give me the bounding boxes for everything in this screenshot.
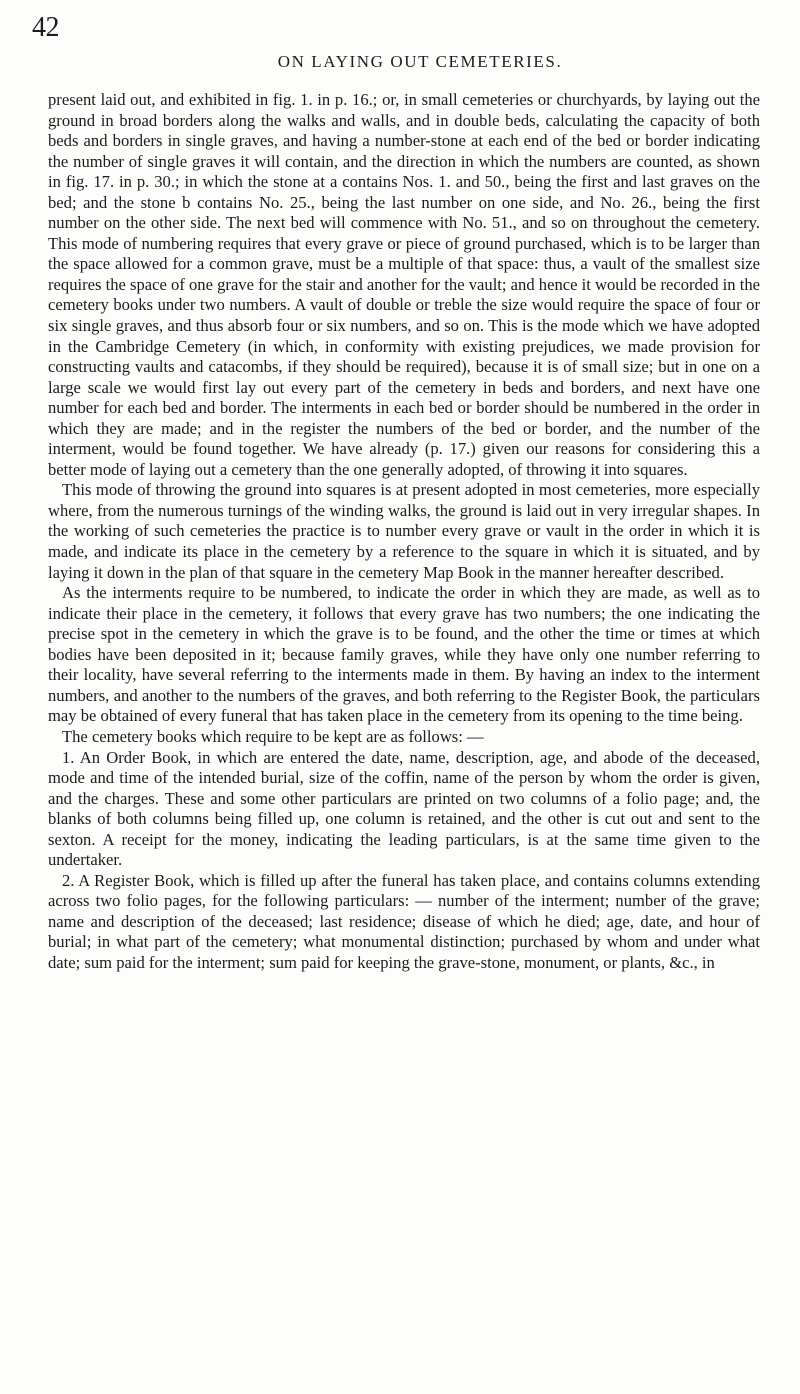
paragraph-order-book: 1. An Order Book, in which are entered the date, name, description, age, and abode of the deceased, mode and time of the intended burial, size of the coffin, name of the person by whom the order is given, and the charges. These and some other particulars are printed on two columns of a folio page; and, the blanks of both columns being filled up, one column is retained, and the other is cut out and sent to the sexton. A receipt for the money, indicating the leading particulars, is at the same time given to the undertaker. xyxy=(48,747,760,870)
body-text xyxy=(48,90,760,974)
running-head xyxy=(30,12,770,71)
paragraph-continued: present laid out, and exhibited in fig. 1. in p. 16.; or, in small cemeteries or churchyards, by laying out the ground in broad borders along the walks and walls, and in double beds, calculating the capacity of both beds and borders in single graves, and having a number-stone at each end of the bed or border indicating the number of single graves it will contain, and the direction in which the numbers are counted, as shown in fig. 17. in p. 30.; in which the stone at a contains Nos. 1. and 50., being the first and last graves on the bed; and the stone b contains No. 25., being the last number on one side, and No. 26., being the first number on the other side. The next bed will commence with No. 51., and so on throughout the cemetery. This mode of numbering requires that every grave or piece of ground purchased, which is to be larger than the space allowed for a common grave, must be a multiple of that space: thus, a vault of the smallest size requires the space of one grave for the stair and another for the vault; and hence it would be recorded in the cemetery books under two numbers. A vault of double or treble the size would require the space of four or six single graves, and thus absorb four or six numbers, and so on. This is the mode which we have adopted in the Cambridge Cemetery (in which, in conformity with existing prejudices, we made provision for constructing vaults and catacombs, if they should be required), because it is of small size; but in one on a large scale we would first lay out every part of the cemetery in beds and borders, and next have one number for each bed and border. The interments in each bed or border should be numbered in the order in which they are made; and in the register the numbers of the bed or border, and the number of the interment, would be found together. We have already (p. 17.) given our reasons for considering this a better mode of laying out a cemetery than the one generally adopted, of throwing it into squares. xyxy=(48,90,760,479)
paragraph-interments: As the interments require to be numbered, to indicate the order in which they are made, as well as to indicate their place in the cemetery, it follows that every grave has two numbers; the one indicating the precise spot in the cemetery in which the grave is to be found, and the other the time or times at which bodies have been deposited in it; because family graves, while they have only one number referring to their locality, have several referring to the interments made in them. By having an index to the interment numbers, and another to the numbers of the graves, and both referring to the Register Book, the particulars may be obtained of every funeral that has taken place in the cemetery from its opening to the time being. xyxy=(48,583,760,726)
paragraph-register-book: 2. A Register Book, which is filled up after the funeral has taken place, and contains columns extending across two folio pages, for the following particulars: — number of the interment; number of the grave; name and description of the deceased; last residence; disease of which he died; age, date, and hour of burial; in what part of the cemetery; what monumental distinction; purchased by whom and under what date; sum paid for the interment; sum paid for keeping the grave-stone, monument, or plants, &c., in xyxy=(48,870,760,972)
running-title: ON LAYING OUT CEMETERIES. xyxy=(277,52,563,71)
page-number: 42 xyxy=(32,12,59,43)
paragraph-cemetery-books: The cemetery books which require to be kept are as follows: — xyxy=(62,726,484,746)
paragraph-squares: This mode of throwing the ground into squares is at present adopted in most cemeteries, more especially where, from the numerous turnings of the winding walks, the ground is laid out in very irregular shapes. In the working of such cemeteries the practice is to number every grave or vault in the order in which it is made, and indicate its place in the cemetery by a reference to the square in which it is situated, and by laying it down in the plan of that square in the cemetery Map Book in the manner hereafter described. xyxy=(48,480,760,582)
